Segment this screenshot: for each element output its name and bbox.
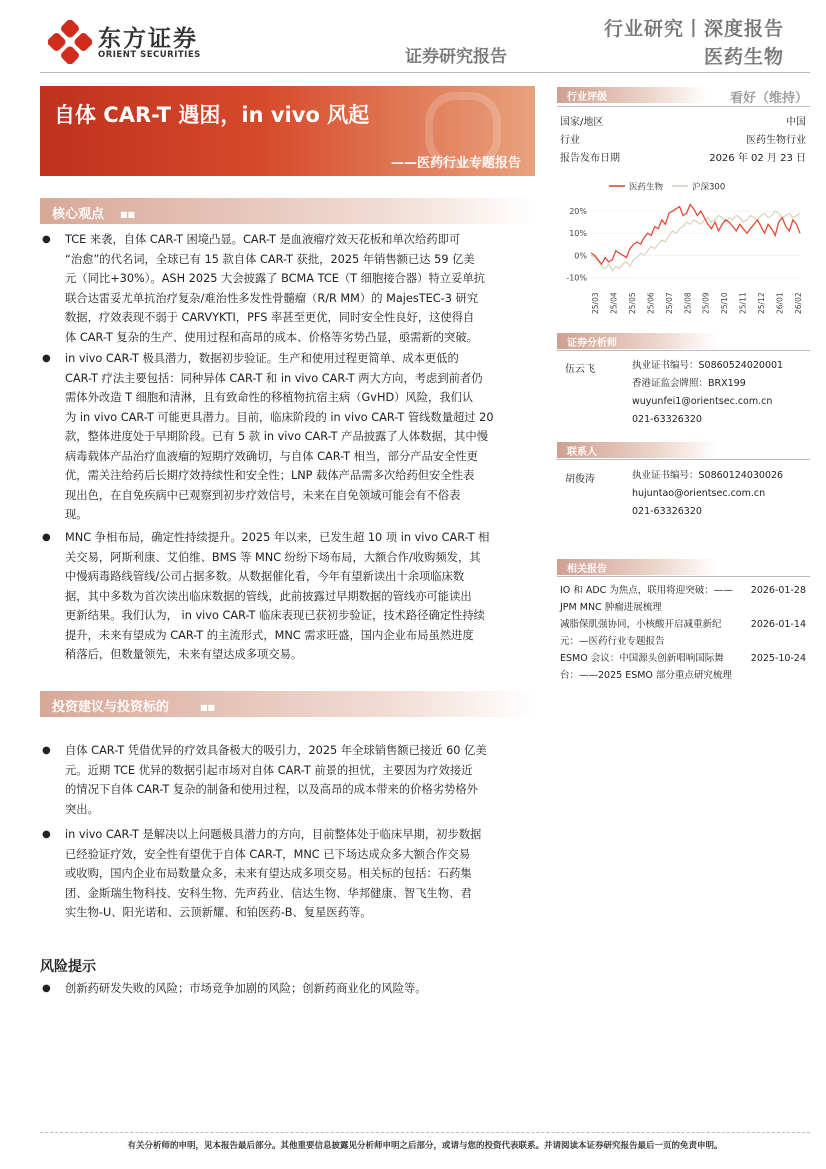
- contact-label-bar: [557, 442, 717, 458]
- invest-paragraph-2: in vivo CAR-T 是解决以上问题极具潜力的方向，目前整体处于临床早期，初步数据 已经验证疗效，安全性有望优于自体 CAR-T，MNC 已下场达成众多大额合作交易 或收购，国内企业布局数量众多，未来有望达成多项交易。相关标的包括：石药集 团、金斯瑞生物科技、安科生物、先声药业、信达生物、华邦健康、智飞生物、君 实生物-U、阳光诺和、云顶新耀、和铂医药-B、复星医药等。: [65, 828, 482, 919]
- disclaimer-text: 有关分析师的申明，见本报告最后部分。其他重要信息披露见分析师申明之后部分，或请与您的投资代表联系。并请阅读本证券研究报告最后一页的免责申明。: [127, 1141, 723, 1151]
- legend-label-series2: 沪深300: [692, 182, 726, 193]
- x-tick-label: 25/04: [609, 292, 619, 314]
- related-item-date: 2026-01-14: [750, 619, 806, 630]
- rating-label: 行业评级: [567, 92, 607, 103]
- report-type: 证券研究报告: [405, 47, 507, 67]
- header-divider: [40, 72, 810, 73]
- invest-section-title: 投资建议与投资标的: [52, 700, 170, 715]
- industry-value: 医药生物行业: [746, 135, 806, 146]
- report-title: 自体 CAR-T 遇困，in vivo 风起: [54, 103, 370, 127]
- analyst-cert: 执业证书编号：S0860524020001: [632, 360, 784, 371]
- x-tick-label: 25/07: [664, 292, 674, 314]
- brand-name-cn: 东方证券: [98, 26, 198, 52]
- analyst-label-bar: [557, 333, 717, 349]
- contact-email[interactable]: hujuntao@orientsec.com.cn: [632, 488, 766, 499]
- bullet-dot-icon: ●: [42, 829, 51, 840]
- related-label-bar: [557, 559, 717, 575]
- analyst-name: 伍云飞: [565, 364, 595, 375]
- region-key: 国家/地区: [560, 117, 604, 128]
- x-tick-label: 25/11: [738, 292, 748, 314]
- risk-text: 创新药研发失败的风险；市场竞争加剧的风险；创新药商业化的风险等。: [65, 982, 427, 995]
- analyst-phone: 021-63326320: [632, 414, 702, 425]
- core-paragraph-2: in vivo CAR-T 极具潜力，数据初步验证。生产和使用过程更简单、成本更低的 CAR-T 疗法主要包括：同种异体 CAR-T 和 in vivo CAR-T 两大方向，考虑到前者仍 需体外改造 T 细胞和清淋，且有致命性的移植物抗宿主病（GvHD）风险，我们认 为 in vivo CAR-T 可能更具潜力。目前，临床阶段的 in vivo CAR-T 管线数量超过 20 款，整体进度处于早期阶段。已有 5 款 in vivo CAR-T 产品披露了人体数据，其中慢 病毒载体产品治疗血液瘤的短期疗效确切，与自体 CAR-T 相当，部分产品安全性更 优，需关注给药后长期疗效持续性和安全性；LNP 载体产品需多次给药但安全性表 现出色，在自免疾病中已观察到初步疗效信号，未来在自免领域可能会有不俗表 现。: [65, 352, 494, 521]
- contact-name: 胡俊涛: [565, 474, 595, 485]
- related-item-date: 2026-01-28: [750, 585, 806, 596]
- x-tick-label: 25/10: [720, 292, 730, 314]
- related-item-date: 2025-10-24: [750, 653, 806, 664]
- bullet-dot-icon: ●: [42, 353, 51, 364]
- x-tick-label: 25/09: [701, 292, 711, 314]
- risk-title: 风险提示: [40, 959, 96, 975]
- related-item-subtitle[interactable]: JPM MNC 肿瘤进展梳理: [560, 602, 662, 613]
- date-value: 2026 年 02 月 23 日: [709, 153, 806, 164]
- brand-name-en: ORIENT SECURITIES: [98, 50, 201, 60]
- bullet-dot-icon: ●: [42, 983, 51, 994]
- y-tick-label: -10%: [566, 273, 587, 283]
- section-dots-icon: ■■: [120, 210, 136, 219]
- invest-section-bar: [40, 691, 535, 717]
- contact-cert: 执业证书编号：S0860124030026: [632, 470, 784, 481]
- x-tick-label: 26/02: [794, 292, 803, 314]
- analyst-label: 证券分析师: [567, 338, 617, 349]
- analyst-divider: [557, 350, 810, 351]
- contact-divider: [557, 459, 810, 460]
- bullet-dot-icon: ●: [42, 532, 51, 543]
- sector-name: 医药生物: [703, 46, 784, 68]
- core-section-bar: [40, 198, 535, 224]
- invest-paragraph-1: 自体 CAR-T 凭借优异的疗效具备极大的吸引力，2025 年全球销售额已接近 60 亿美 元。近期 TCE 优异的数据引起市场对自体 CAR-T 前景的担忧，主要因为疗效接近 的情况下自体 CAR-T 复杂的制备和使用过程，以及高昂的成本带来的价格劣势格外 突出。: [65, 744, 487, 816]
- core-paragraph-3: MNC 争相布局，确定性持续提升。2025 年以来，已发生超 10 项 in vivo CAR-T 相 关交易，阿斯利康、艾伯维、BMS 等 MNC 纷纷下场布局，大额合作/收购频发，其 中慢病毒路线管线/公司占据多数。从数据催化看，今年有望新读出十余项临床数 据，其中多数为首次读出临床数据的管线，此前披露过早期数据的管线亦可能读出 更新结果。我们认为， in vivo CAR-T 临床表现已获初步验证，技术路径确定性持续 提升，未来有望成为 CAR-T 的主流形式，MNC 需求旺盛，国内企业布局虽然进度 稍落后，但数量领先，未来有望达成多项交易。: [65, 531, 490, 661]
- x-tick-label: 25/08: [683, 292, 693, 314]
- industry-key: 行业: [560, 135, 580, 146]
- section-dots-icon: ■■: [200, 703, 216, 712]
- core-section-title: 核心观点: [52, 207, 105, 222]
- rating-value: 看好（维持）: [729, 91, 808, 106]
- bullet-dot-icon: ●: [42, 745, 51, 756]
- date-key: 报告发布日期: [560, 153, 620, 164]
- y-tick-label: 0%: [574, 251, 587, 261]
- y-tick-label: 20%: [569, 207, 587, 217]
- x-tick-label: 25/12: [757, 292, 767, 314]
- report-subtitle: ——医药行业专题报告: [390, 156, 521, 171]
- x-tick-label: 25/06: [646, 292, 656, 314]
- related-item-title[interactable]: IO 和 ADC 为焦点，联用将迎突破：——: [560, 585, 733, 596]
- disclaimer-footer: [40, 1132, 810, 1151]
- related-label: 相关报告: [567, 564, 607, 575]
- logo-icon: [48, 20, 92, 64]
- contact-phone: 021-63326320: [632, 506, 702, 517]
- x-tick-label: 26/01: [775, 292, 785, 314]
- x-tick-label: 25/03: [591, 292, 600, 314]
- rating-divider: [557, 106, 810, 107]
- series-line-csi300: [591, 211, 800, 271]
- related-item-subtitle[interactable]: 台：——2025 ESMO 部分重点研究梳理: [560, 670, 732, 681]
- analyst-hk-license: 香港证监会牌照：BRX199: [632, 378, 746, 389]
- related-item-subtitle[interactable]: 元：—医药行业专题报告: [560, 636, 665, 647]
- title-banner: [40, 86, 535, 176]
- bullet-dot-icon: ●: [42, 234, 51, 245]
- core-paragraph-1: TCE 来袭，自体 CAR-T 困境凸显。CAR-T 是血液瘤疗效天花板和单次给药即可 “治愈”的代名词，全球已有 15 款自体 CAR-T 获批，2025 年销售额已达 59 亿美 元（同比+30%）。ASH 2025 大会披露了 BCMA TCE（T 细胞接合器）特立妥单抗 联合达雷妥尤单抗治疗复杂/难治性多发性骨髓瘤（R/R MM）的 MajesTEC-3 研究 数据，疗效表现不弱于 CARVYKTI，PFS 率甚至更优，同时安全性良好，这使得自 体 CAR-T 复杂的生产、使用过程和高昂的成本、价格等劣势凸显，亟需新的突破。: [65, 233, 485, 344]
- contact-label: 联系人: [567, 447, 597, 458]
- analyst-email[interactable]: wuyunfei1@orientsec.com.cn: [632, 396, 773, 407]
- legend-label-series1: 医药生物: [629, 182, 664, 193]
- related-item-title[interactable]: 减脂保肌强协同，小核酸开启减重新纪: [560, 619, 722, 630]
- rating-label-bar: [557, 87, 707, 103]
- performance-chart: [557, 172, 810, 324]
- region-value: 中国: [786, 117, 806, 128]
- related-divider: [557, 576, 810, 577]
- x-tick-label: 25/05: [627, 292, 637, 314]
- related-item-title[interactable]: ESMO 会议：中国源头创新唱响国际舞: [560, 653, 724, 664]
- y-tick-label: 10%: [569, 229, 587, 239]
- report-category: 行业研究丨深度报告: [603, 18, 784, 40]
- brand-logo: [48, 20, 92, 64]
